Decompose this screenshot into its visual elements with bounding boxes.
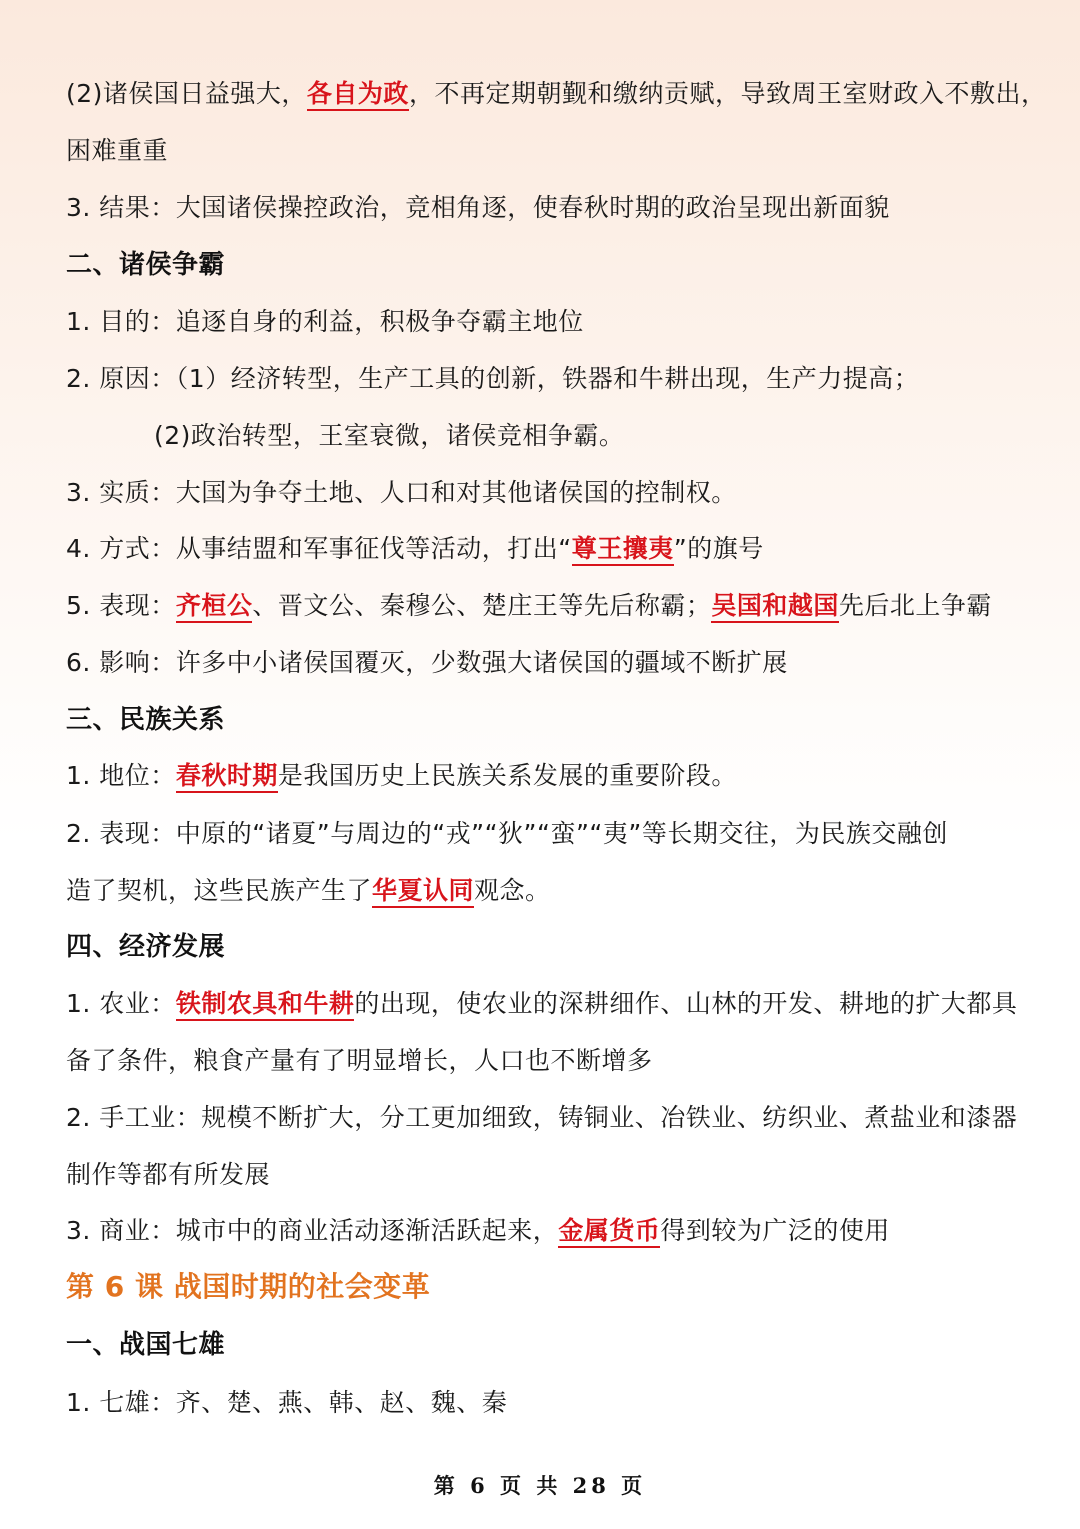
- section-heading: 四、经济发展: [66, 932, 226, 962]
- text-line: 4. 方式：从事结盟和军事征伐等活动，打出“尊王攘夷”的旗号: [66, 529, 764, 569]
- text-line: 制作等都有所发展: [66, 1160, 271, 1189]
- text-line: 备了条件，粮食产量有了明显增长，人口也不断增多: [66, 1046, 653, 1075]
- key-term: 春秋时期: [176, 761, 278, 793]
- text-line: 6. 影响：许多中小诸侯国覆灭，少数强大诸侯国的疆域不断扩展: [66, 648, 788, 677]
- text-line: (2)政治转型，王室衰微，诸侯竞相争霸。: [154, 421, 625, 450]
- section-heading: 三、民族关系: [66, 705, 226, 735]
- section-heading: 一、战国七雄: [66, 1330, 226, 1360]
- key-term: 齐桓公: [176, 591, 253, 623]
- text-line: 1. 地位：春秋时期是我国历史上民族关系发展的重要阶段。: [66, 756, 737, 796]
- text-line: 1. 农业：铁制农具和牛耕的出现，使农业的深耕细作、山林的开发、耕地的扩大都具: [66, 984, 1017, 1024]
- text-line: 3. 实质：大国为争夺土地、人口和对其他诸侯国的控制权。: [66, 478, 737, 507]
- key-term: 吴国和越国: [711, 591, 839, 623]
- text-line: 5. 表现：齐桓公、晋文公、秦穆公、楚庄王等先后称霸；吴国和越国先后北上争霸: [66, 586, 992, 626]
- text-line: 2. 原因：（1）经济转型，生产工具的创新，铁器和牛耕出现，生产力提高；: [66, 364, 920, 393]
- key-term: 尊王攘夷: [572, 534, 674, 566]
- text-line: (2)诸侯国日益强大，各自为政，不再定期朝觐和缴纳贡赋，导致周王室财政入不敷出，: [66, 74, 1046, 114]
- key-term: 金属货币: [558, 1216, 660, 1248]
- key-term: 华夏认同: [372, 876, 474, 908]
- text-line: 困难重重: [66, 136, 169, 165]
- text-line: 2. 表现：中原的“诸夏”与周边的“戎”“狄”“蛮”“夷”等长期交往，为民族交融创: [66, 819, 948, 848]
- text-line: 1. 七雄：齐、楚、燕、韩、赵、魏、秦: [66, 1388, 508, 1417]
- key-term: 铁制农具和牛耕: [176, 989, 355, 1021]
- text-line: 1. 目的：追逐自身的利益，积极争夺霸主地位: [66, 307, 584, 336]
- text-line: 3. 商业：城市中的商业活动逐渐活跃起来，金属货币得到较为广泛的使用: [66, 1211, 890, 1251]
- text-line: 2. 手工业：规模不断扩大，分工更加细致，铸铜业、冶铁业、纺织业、煮盐业和漆器: [66, 1103, 1018, 1132]
- text-line: 造了契机，这些民族产生了华夏认同观念。: [66, 871, 551, 911]
- key-term: 各自为政: [307, 79, 409, 111]
- page-number: 第 6 页 共 28 页: [433, 1473, 647, 1498]
- text-line: 3. 结果：大国诸侯操控政治，竞相角逐，使春秋时期的政治呈现出新面貌: [66, 193, 890, 222]
- section-heading: 二、诸侯争霸: [66, 250, 226, 280]
- lesson-title: 第 6 课 战国时期的社会变革: [66, 1270, 431, 1303]
